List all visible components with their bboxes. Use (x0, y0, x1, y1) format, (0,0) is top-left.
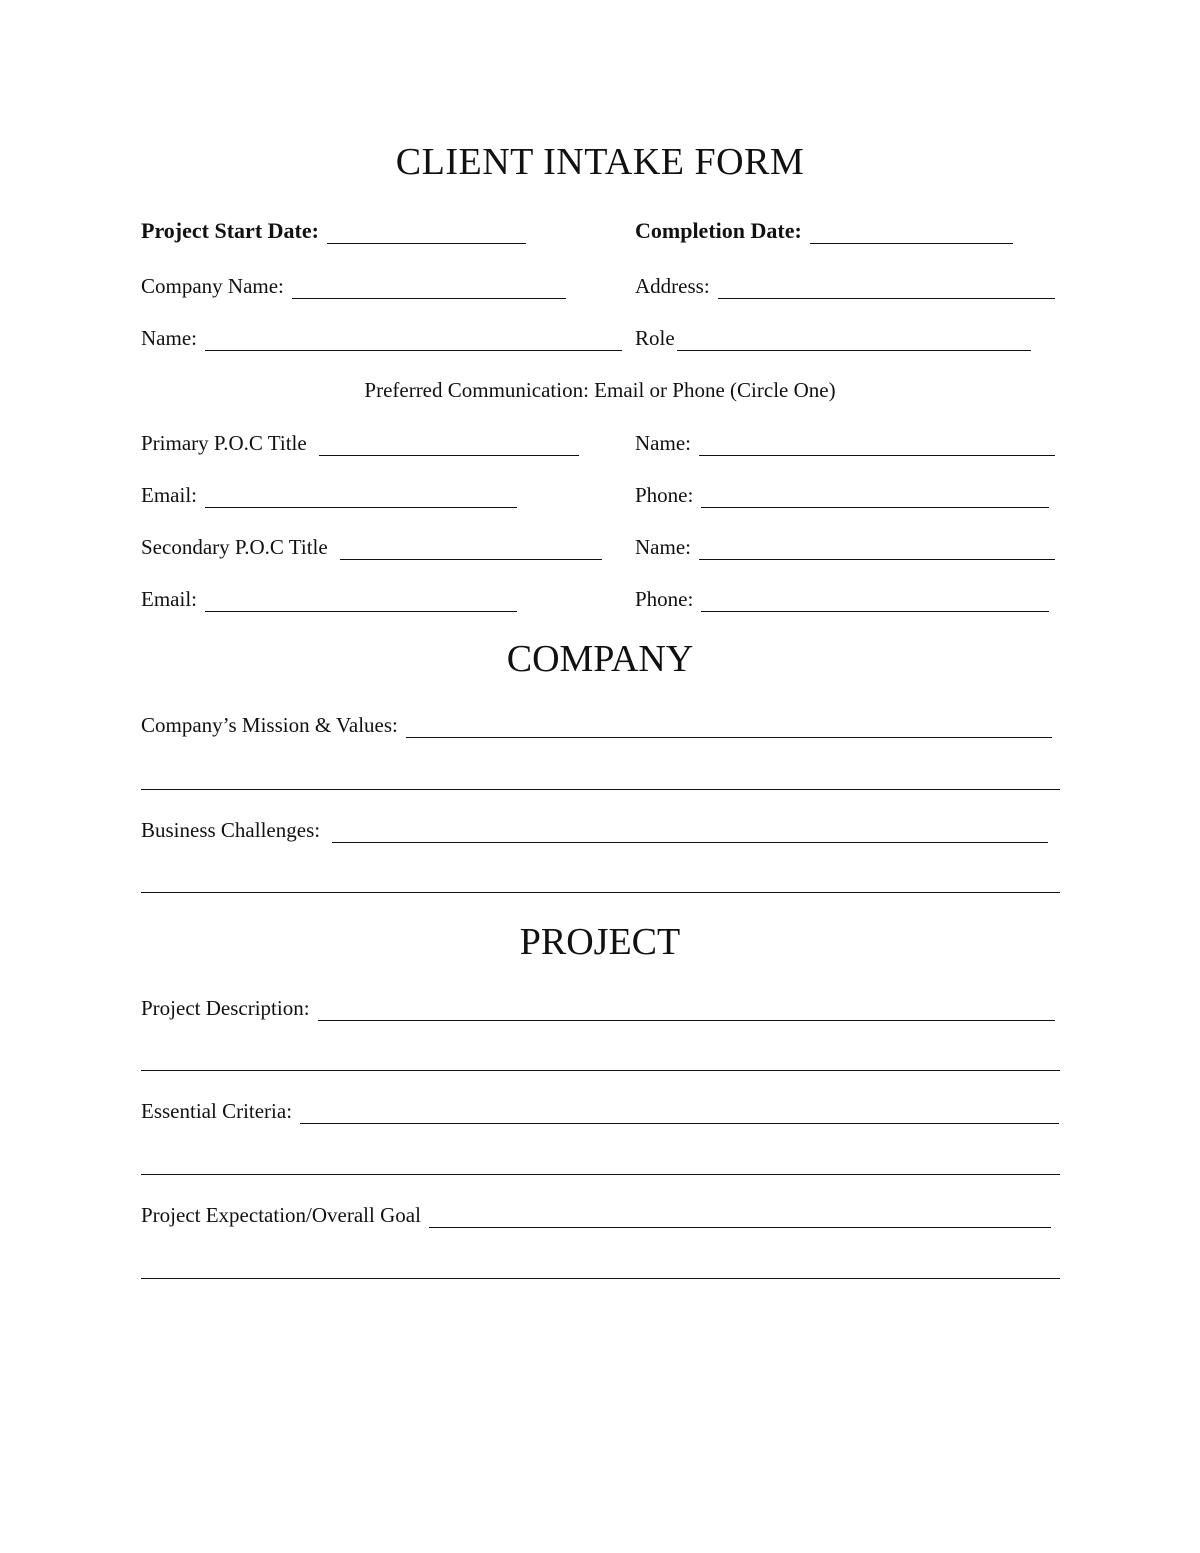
project-start-date-line[interactable] (327, 225, 526, 244)
company-name-label: Company Name: (141, 274, 284, 298)
primary-name-label: Name: (635, 431, 691, 455)
name-line[interactable] (205, 332, 622, 351)
essential-criteria-line[interactable] (300, 1105, 1059, 1124)
secondary-phone-line[interactable] (701, 593, 1049, 612)
primary-poc-title-field[interactable] (141, 430, 579, 456)
project-description-field[interactable] (141, 995, 1055, 1021)
role-label: Role (635, 326, 675, 350)
mission-values-line-2[interactable] (141, 789, 1060, 790)
secondary-name-label: Name: (635, 535, 691, 559)
address-line[interactable] (718, 280, 1055, 299)
completion-date-label: Completion Date: (635, 218, 802, 243)
primary-phone-line[interactable] (701, 489, 1049, 508)
address-field[interactable] (635, 273, 1055, 299)
role-field[interactable] (635, 325, 1031, 351)
secondary-poc-title-line[interactable] (340, 541, 602, 560)
project-start-date-label: Project Start Date: (141, 218, 319, 243)
primary-phone-field[interactable] (635, 482, 1049, 508)
essential-criteria-field[interactable] (141, 1098, 1059, 1124)
primary-poc-title-label: Primary P.O.C Title (141, 431, 307, 455)
form-title: CLIENT INTAKE FORM (395, 141, 805, 183)
company-heading: COMPANY (506, 638, 694, 680)
company-name-field[interactable] (141, 273, 566, 299)
primary-poc-title-line[interactable] (319, 437, 579, 456)
secondary-poc-title-field[interactable] (141, 534, 602, 560)
completion-date-line[interactable] (810, 225, 1013, 244)
business-challenges-line[interactable] (332, 824, 1048, 843)
project-expectation-line-2[interactable] (141, 1278, 1060, 1279)
business-challenges-label: Business Challenges: (141, 818, 321, 842)
primary-name-field[interactable] (635, 430, 1055, 456)
business-challenges-field[interactable] (141, 817, 1048, 843)
secondary-email-line[interactable] (205, 593, 517, 612)
name-label: Name: (141, 326, 197, 350)
essential-criteria-label: Essential Criteria: (141, 1099, 293, 1123)
address-label: Address: (635, 274, 710, 298)
mission-values-line[interactable] (406, 719, 1052, 738)
preferred-communication: Preferred Communication: Email or Phone (Circle One) (364, 378, 836, 402)
completion-date-field[interactable] (635, 218, 1013, 244)
project-expectation-line[interactable] (429, 1209, 1051, 1228)
secondary-name-field[interactable] (635, 534, 1055, 560)
mission-values-label: Company’s Mission & Values: (141, 713, 398, 737)
project-description-line-2[interactable] (141, 1070, 1060, 1071)
secondary-email-field[interactable] (141, 586, 517, 612)
essential-criteria-line-2[interactable] (141, 1174, 1060, 1175)
project-expectation-label: Project Expectation/Overall Goal (141, 1203, 421, 1227)
secondary-email-label: Email: (141, 587, 197, 611)
secondary-phone-field[interactable] (635, 586, 1049, 612)
primary-email-label: Email: (141, 483, 197, 507)
business-challenges-line-2[interactable] (141, 892, 1060, 893)
role-line[interactable] (677, 332, 1031, 351)
project-heading: PROJECT (519, 921, 681, 963)
secondary-name-line[interactable] (699, 541, 1055, 560)
secondary-poc-title-label: Secondary P.O.C Title (141, 535, 328, 559)
company-name-line[interactable] (292, 280, 566, 299)
mission-values-field[interactable] (141, 712, 1052, 738)
project-description-label: Project Description: (141, 996, 310, 1020)
project-description-line[interactable] (318, 1002, 1055, 1021)
name-field[interactable] (141, 325, 622, 351)
secondary-phone-label: Phone: (635, 587, 694, 611)
project-expectation-field[interactable] (141, 1202, 1051, 1228)
primary-phone-label: Phone: (635, 483, 694, 507)
primary-email-line[interactable] (205, 489, 517, 508)
project-start-date-field[interactable] (141, 218, 526, 244)
primary-name-line[interactable] (699, 437, 1055, 456)
primary-email-field[interactable] (141, 482, 517, 508)
